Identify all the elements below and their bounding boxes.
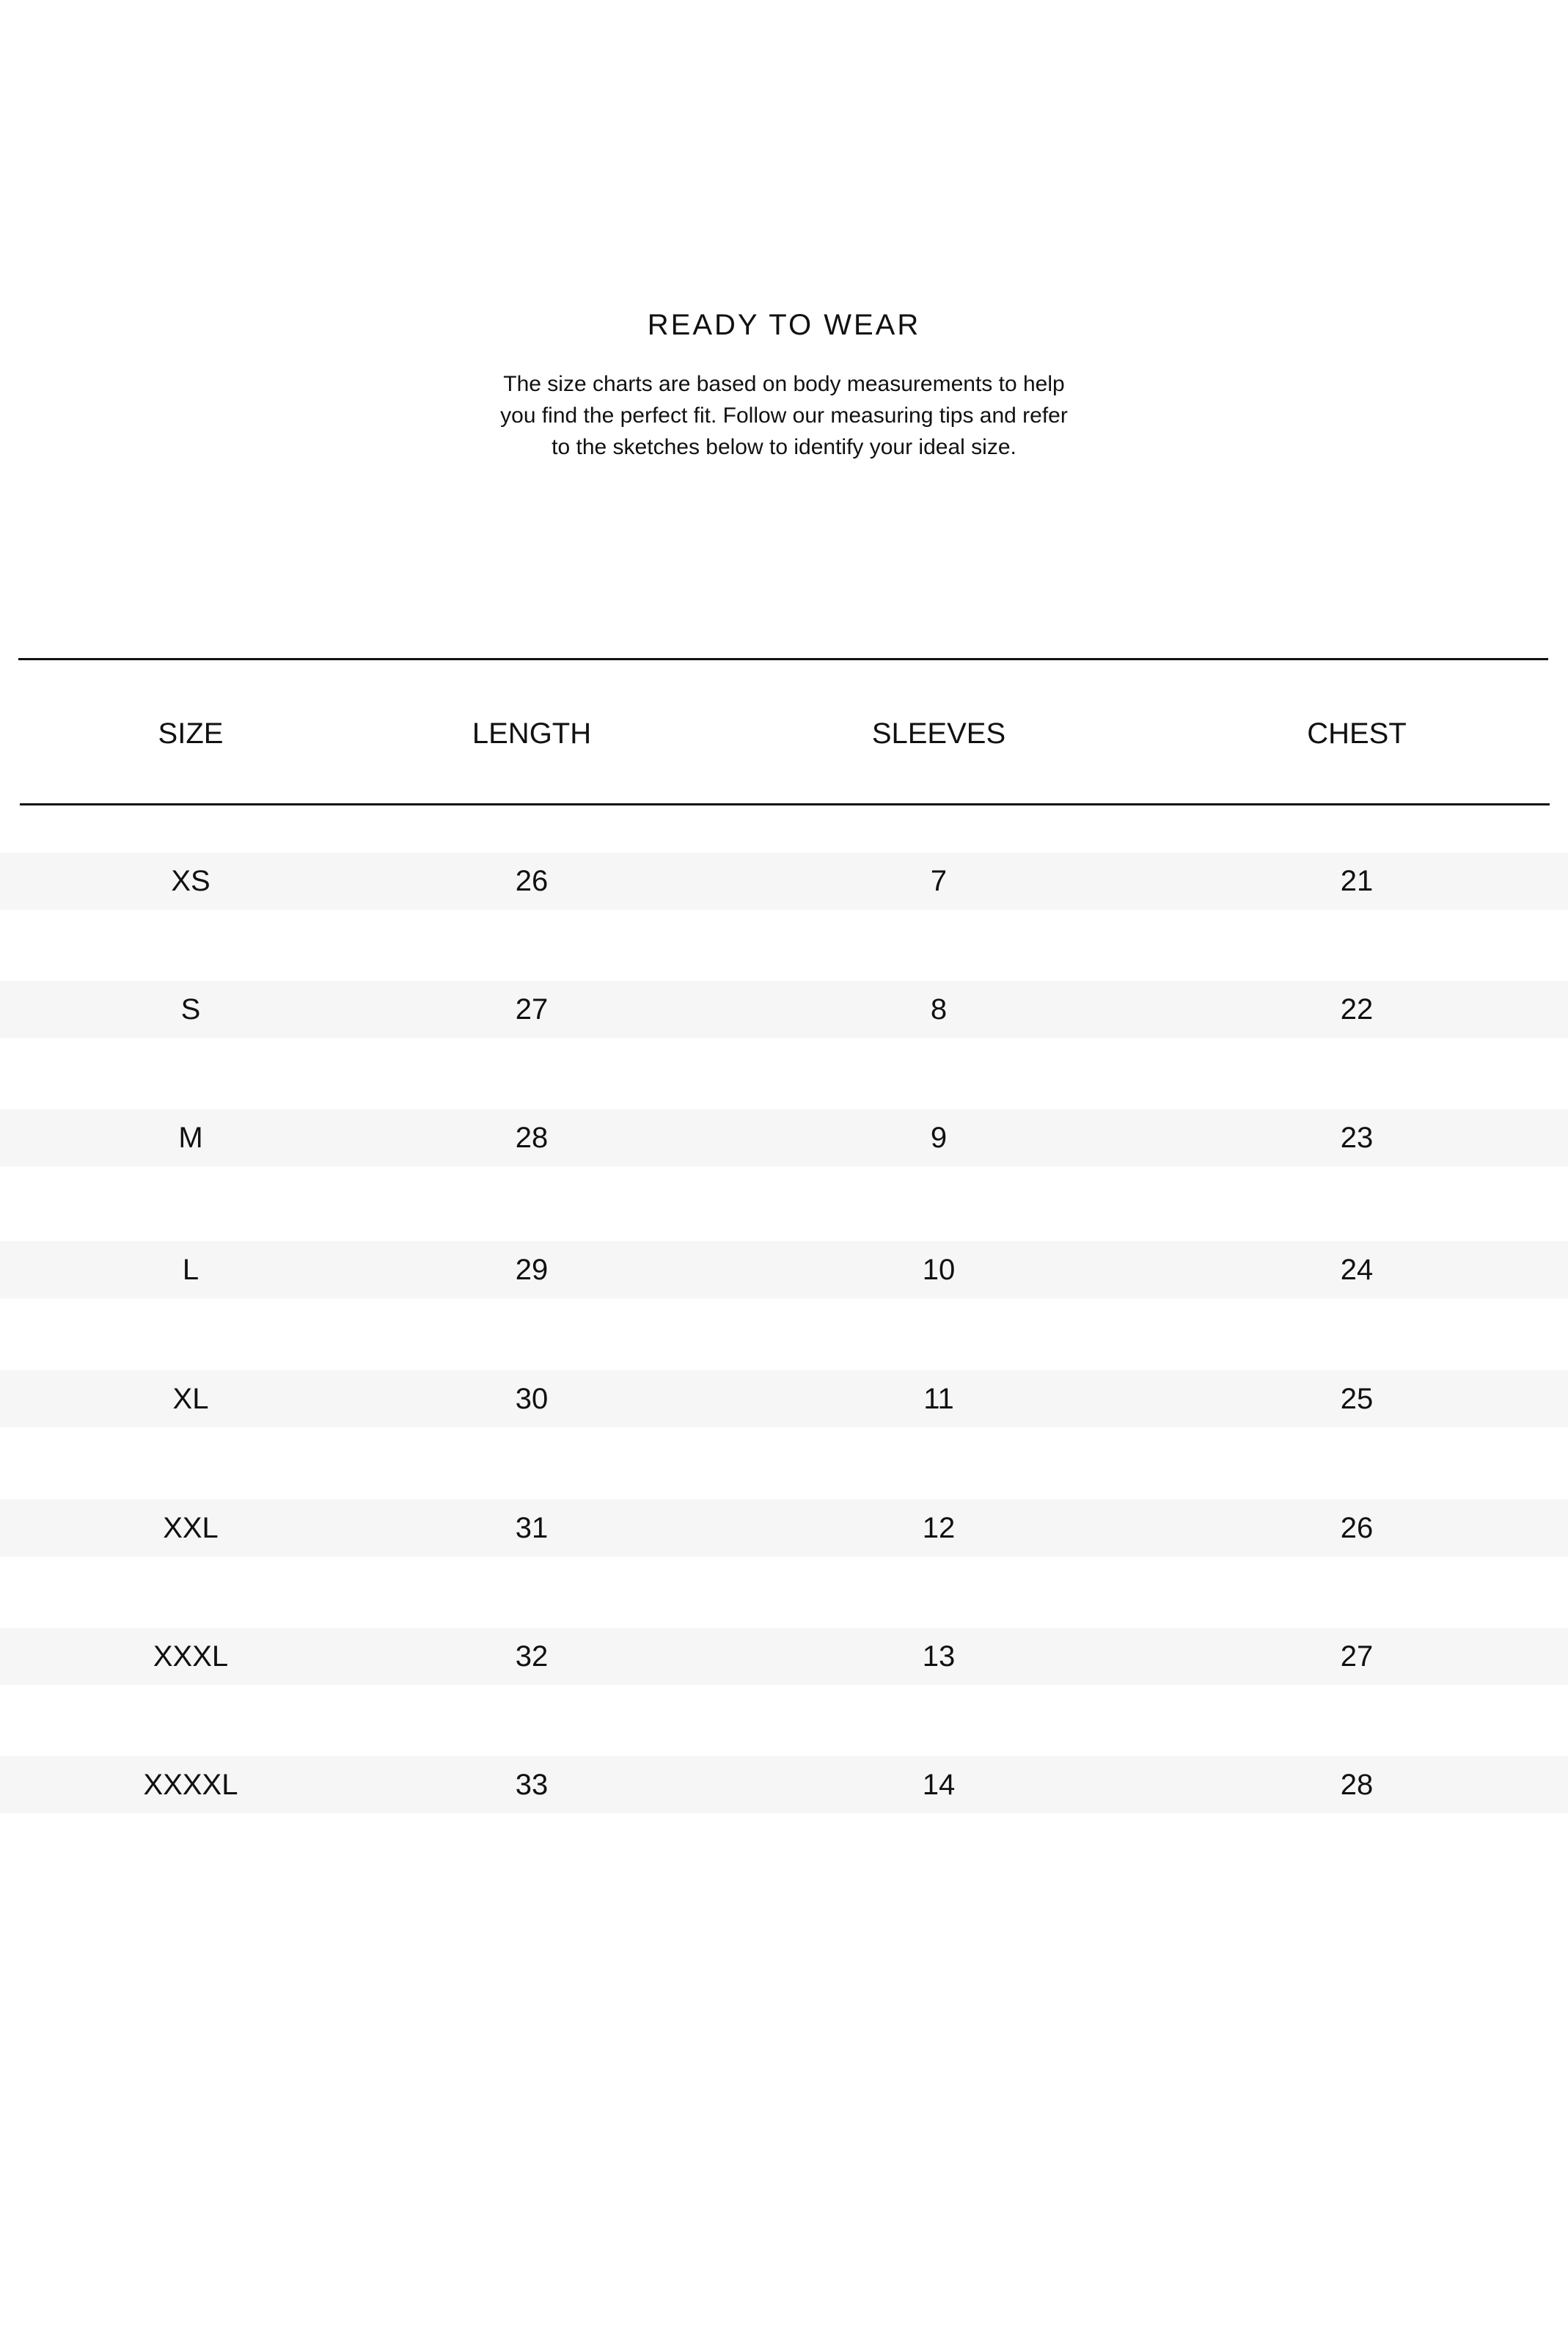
table-row xyxy=(0,1241,1568,1298)
chest-cell: 27 xyxy=(1340,1640,1374,1673)
length-cell: 26 xyxy=(515,865,549,897)
chest-cell: 25 xyxy=(1340,1383,1374,1415)
page-title: READY TO WEAR xyxy=(647,309,921,341)
sleeves-cell: 10 xyxy=(922,1254,956,1286)
table-header-divider xyxy=(20,803,1550,805)
intro-line: The size charts are based on body measurements to help xyxy=(503,372,1065,396)
size-cell: XXXL xyxy=(153,1640,229,1673)
chest-cell: 24 xyxy=(1340,1254,1374,1286)
column-header-length: LENGTH xyxy=(472,717,592,750)
length-cell: 27 xyxy=(515,993,549,1026)
size-cell: S xyxy=(180,993,201,1026)
sleeves-cell: 14 xyxy=(922,1769,956,1801)
table-row xyxy=(0,981,1568,1038)
length-cell: 31 xyxy=(515,1512,549,1544)
column-header-sleeves: SLEEVES xyxy=(871,717,1006,750)
size-cell: L xyxy=(182,1254,199,1286)
sleeves-cell: 8 xyxy=(930,993,948,1026)
size-cell: XL xyxy=(172,1383,209,1415)
sleeves-cell: 7 xyxy=(930,865,948,897)
table-row xyxy=(0,1109,1568,1166)
size-cell: XXXXL xyxy=(143,1769,238,1801)
length-cell: 28 xyxy=(515,1122,549,1154)
length-cell: 30 xyxy=(515,1383,549,1415)
size-cell: XS xyxy=(171,865,210,897)
chest-cell: 23 xyxy=(1340,1122,1374,1154)
column-header-size: SIZE xyxy=(158,717,224,750)
length-cell: 32 xyxy=(515,1640,549,1673)
size-cell: M xyxy=(178,1122,203,1154)
table-header-row xyxy=(0,704,1568,763)
table-row xyxy=(0,1499,1568,1557)
intro-line: to the sketches below to identify your ideal size. xyxy=(552,435,1016,459)
size-cell: XXL xyxy=(163,1512,219,1544)
chest-cell: 26 xyxy=(1340,1512,1374,1544)
sleeves-cell: 9 xyxy=(930,1122,948,1154)
intro-text xyxy=(440,368,1128,463)
length-cell: 29 xyxy=(515,1254,549,1286)
chest-cell: 28 xyxy=(1340,1769,1374,1801)
length-cell: 33 xyxy=(515,1769,549,1801)
sleeves-cell: 13 xyxy=(922,1640,956,1673)
chest-cell: 21 xyxy=(1340,865,1374,897)
sleeves-cell: 11 xyxy=(923,1383,954,1415)
column-header-chest: CHEST xyxy=(1307,717,1407,750)
chest-cell: 22 xyxy=(1340,993,1374,1026)
intro-line: you find the perfect fit. Follow our measuring tips and refer xyxy=(500,403,1068,428)
sleeves-cell: 12 xyxy=(922,1512,956,1544)
table-row xyxy=(0,852,1568,910)
table-row xyxy=(0,1370,1568,1428)
table-top-divider xyxy=(18,658,1548,660)
table-row xyxy=(0,1756,1568,1813)
table-row xyxy=(0,1628,1568,1685)
